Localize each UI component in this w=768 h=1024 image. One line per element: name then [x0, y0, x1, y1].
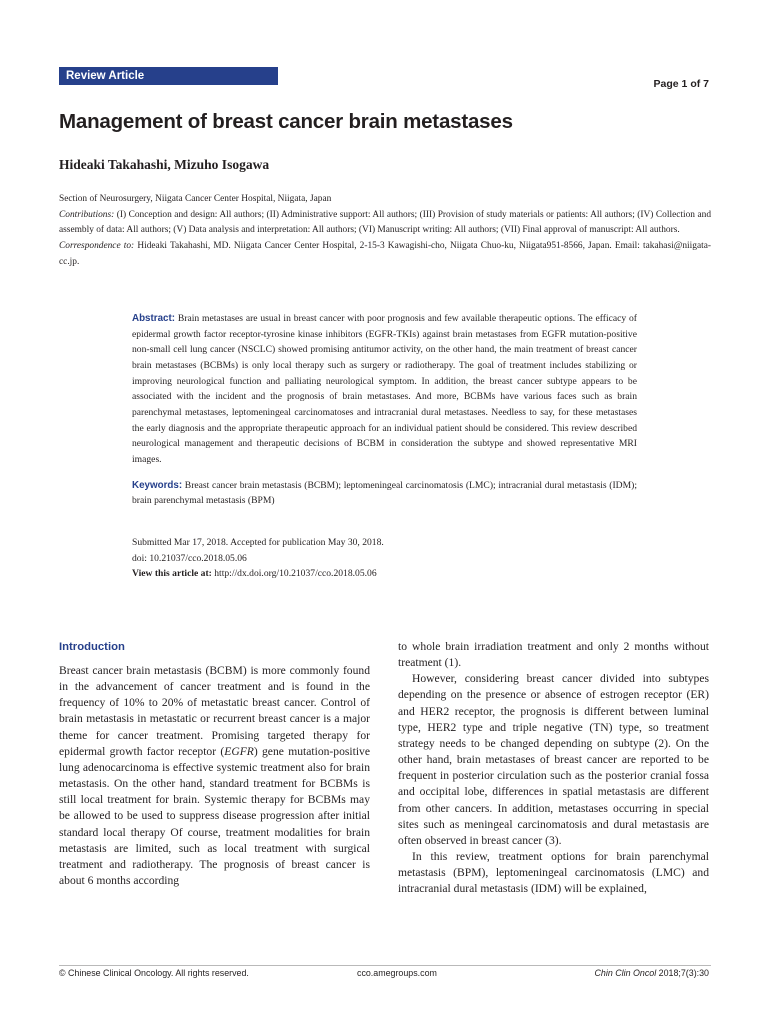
footer-divider	[59, 965, 711, 966]
keywords-label: Keywords:	[132, 479, 183, 491]
intro-p1-gene: EGFR	[224, 744, 254, 758]
doi: doi: 10.21037/cco.2018.05.06	[132, 552, 247, 564]
introduction-paragraph-1-continued: to whole brain irradiation treatment and only 2 months without treatment (1).	[398, 640, 709, 670]
affiliation-block	[59, 192, 711, 271]
correspondence	[59, 239, 711, 270]
keywords-text: Breast cancer brain metastasis (BCBM); leptomeningeal carcinomatosis (LMC); intracranial dural metastasis (IDM); brain parenchymal metastasis (BPM)	[132, 479, 637, 507]
intro-p1-part-b: ) gene mutation-positive lung adenocarcinoma is effective systemic treatment also for brain metastasis. On the other hand, standard treatment for BCBMs is still local treatment for brain. Systemic therapy for BCBMs may be allowed to be used to suppress disease progression after initial standard local therapy Of course, treatment modalities for brain metastasis are limited, such as local treatment with surgical treatment and radiotherapy. The prognosis of breast cancer is about 6 months according	[59, 744, 370, 888]
abstract-section	[132, 311, 637, 582]
body-column-right	[398, 639, 709, 898]
body-column-left	[59, 639, 370, 889]
contributions-label: Contributions:	[59, 209, 115, 220]
view-article-label: View this article at:	[132, 568, 212, 580]
abstract-text: Brain metastases are usual in breast cancer with poor prognosis and few available therapeutic options. The efficacy of epidermal growth factor receptor-tyrosine kinase inhibitors (EGFR-TKIs) against brain metastases from EGFR mutation-positive non-small cell lung cancer (NSCLC) showed promising antitumor activity, on the other hand, the main treatment of breast cancer brain metastases (BCBMs) is only local therapy such as surgery or radiotherapy. The goal of treatment includes stabilizing or improving neurological function and palliating neurological symptom. In addition, the breast cancer subtype appears to be associated with the incident and the prognosis of brain metastases. And more, BCBMs have various faces such as brain parenchymal metastases, leptomeningeal carcinomatoses and intracranial dural metastases. Needless to say, for these metastases the early diagnosis and the appropriate therapeutic approach for an individual patient should be considered. This review described neurological management and therapeutic decisions of BCBM in consideration the subtype and showed representative MRI images.	[132, 313, 637, 465]
footer-volume: 2018;7(3):30	[658, 968, 709, 978]
publication-info	[132, 535, 637, 582]
article-title: Management of breast cancer brain metastases	[59, 110, 513, 133]
correspondence-label: Correspondence to:	[59, 241, 135, 252]
abstract	[132, 311, 637, 468]
intro-p1-part-a: Breast cancer brain metastasis (BCBM) is more commonly found in the advancement of cancer treatment and is found in the frequency of 10% to 20% of metastatic breast cancer. Control of brain metastasis in metastatic or recurrent breast cancer is a major theme for cancer treatment. Promising targeted therapy for epidermal growth factor receptor (	[59, 664, 370, 758]
introduction-paragraph-2: However, considering breast cancer divided into subtypes depending on the presence or absence of estrogen receptor (ER) and HER2 receptor, the prognosis is different between luminal type, HER2 type and triple negative (TN) type, so treatment strategy needs to be changed depending on subtype (2). On the other hand, brain metastases of breast cancer are reported to be frequent in posterior circulation such as the posterior cranial fossa and occipital lobe, differences in spatial metastasis are different from other cancers. In addition, metastases occurring in special sites such as meningeal carcinomatosis and dural metastasis are often observed in breast cancer (3).	[398, 672, 709, 847]
footer-copyright: © Chinese Clinical Oncology. All rights reserved.	[59, 968, 249, 978]
page-number: Page 1 of 7	[653, 78, 709, 90]
keywords	[132, 478, 637, 509]
contributions-text: (I) Conception and design: All authors; (II) Administrative support: All authors; (III) Provision of study materials or patients: All authors; (IV) Collection and assembly of data: All authors; (V) Data analysis and interpretation: All authors; (VI) Manuscript writing: All authors; (VII) Final approval of manuscript: All authors.	[59, 209, 712, 236]
footer-site[interactable]: cco.amegroups.com	[357, 968, 437, 978]
introduction-paragraph-1	[59, 663, 370, 889]
footer-citation	[595, 968, 709, 978]
introduction-paragraph-3: In this review, treatment options for brain parenchymal metastasis (BPM), leptomeningeal carcinomatosis (LMC) and intracranial dural metastasis (IDM) will be explained,	[398, 850, 709, 896]
article-type-banner: Review Article	[59, 67, 278, 85]
footer-journal: Chin Clin Oncol	[594, 968, 657, 978]
abstract-label: Abstract:	[132, 313, 176, 324]
correspondence-text: Hideaki Takahashi, MD. Niigata Cancer Center Hospital, 2-15-3 Kawagishi-cho, Niigata Chuo-ku, Niigata951-8566, Japan. Email: takahasi@niigata-cc.jp.	[59, 241, 711, 267]
article-link	[132, 566, 637, 582]
introduction-heading: Introduction	[59, 641, 125, 653]
submission-dates: Submitted Mar 17, 2018. Accepted for publication May 30, 2018.	[132, 536, 384, 548]
view-article-url[interactable]: http://dx.doi.org/10.21037/cco.2018.05.06	[214, 568, 377, 580]
author-list: Hideaki Takahashi, Mizuho Isogawa	[59, 157, 270, 172]
affiliation: Section of Neurosurgery, Niigata Cancer Center Hospital, Niigata, Japan	[59, 194, 332, 204]
contributions	[59, 208, 711, 239]
